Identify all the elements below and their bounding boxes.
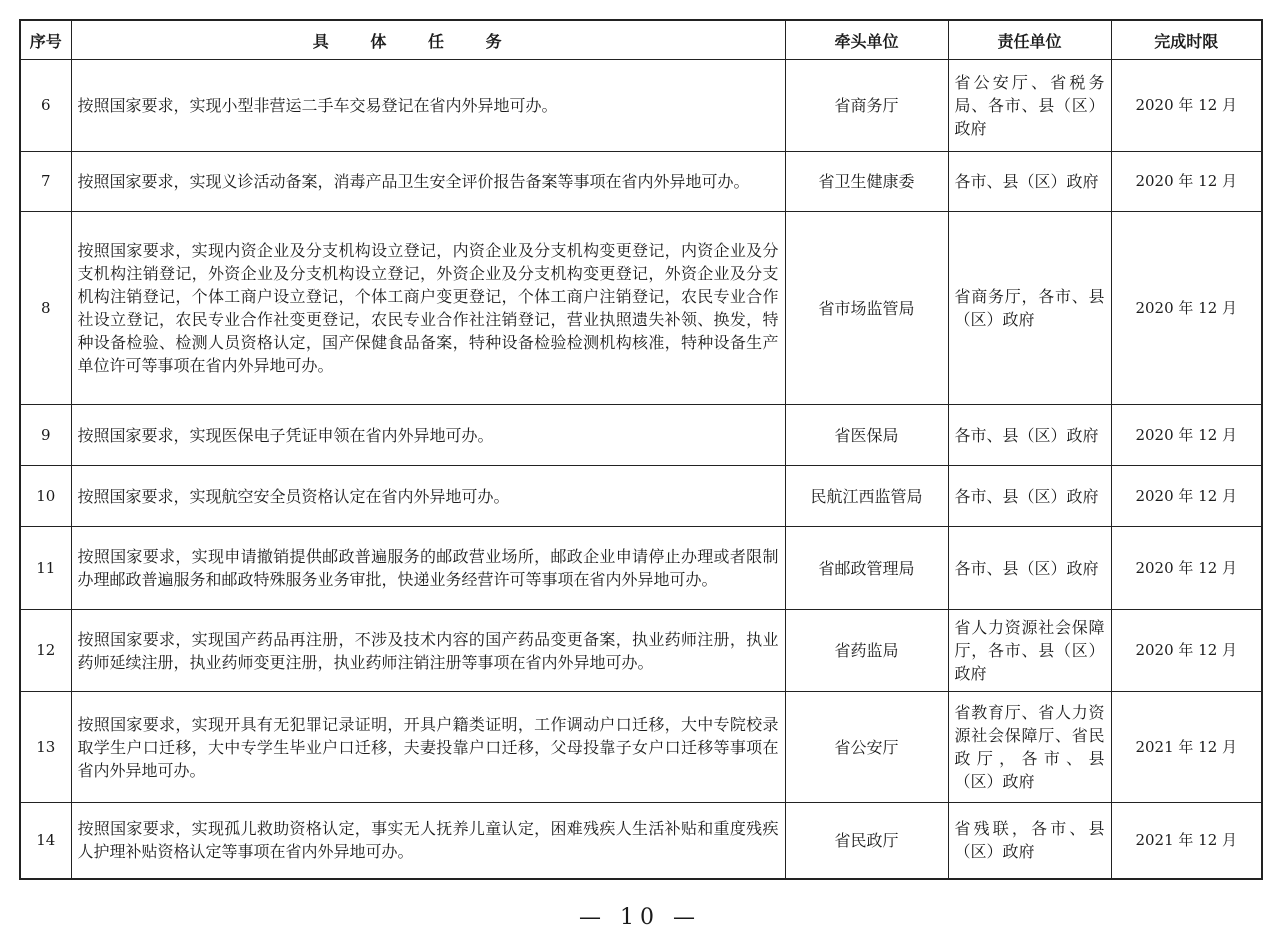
task-text: 按照国家要求，实现国产药品再注册，不涉及技术内容的国产药品变更备案，执业药师注册，执业药师延续注册，执业药师变更注册，执业药师注销注册等事项在省内外异地可办。 [71, 610, 785, 692]
table-row [20, 466, 1262, 527]
deadline: 2020 年 12 月 [1111, 610, 1262, 692]
task-text: 按照国家要求，实现内资企业及分支机构设立登记，内资企业及分支机构变更登记，内资企业及分支机构注销登记，外资企业及分支机构设立登记，外资企业及分支机构变更登记，外资企业及分支机构注销登记，个体工商户设立登记，个体工商户变更登记，个体工商户注销登记，农民专业合作社设立登记，农民专业合作社变更登记，农民专业合作社注销登记，营业执照遗失补领、换发，特种设备检验、检测人员资格认定，国产保健食品备案，特种设备检验检测机构核准，特种设备生产单位许可等事项在省内外异地可办。 [71, 212, 785, 405]
table-row [20, 692, 1262, 803]
deadline: 2020 年 12 月 [1111, 405, 1262, 466]
responsible-unit: 各市、县（区）政府 [948, 152, 1111, 212]
deadline: 2020 年 12 月 [1111, 60, 1262, 152]
task-text: 按照国家要求，实现医保电子凭证申领在省内外异地可办。 [71, 405, 785, 466]
deadline: 2020 年 12 月 [1111, 527, 1262, 610]
header-responsible-unit: 责任单位 [948, 20, 1111, 60]
page-number: — 10 — [579, 905, 701, 930]
lead-unit: 省药监局 [785, 610, 948, 692]
responsible-unit: 省商务厅，各市、县（区）政府 [948, 212, 1111, 405]
header-deadline: 完成时限 [1111, 20, 1262, 60]
table-row [20, 60, 1262, 152]
header-no: 序号 [20, 20, 71, 60]
task-text: 按照国家要求，实现开具有无犯罪记录证明，开具户籍类证明，工作调动户口迁移，大中专院校录取学生户口迁移，大中专学生毕业户口迁移，夫妻投靠户口迁移，父母投靠子女户口迁移等事项在省内外异地可办。 [71, 692, 785, 803]
table-row [20, 803, 1262, 879]
row-number: 6 [20, 60, 71, 152]
table-row [20, 152, 1262, 212]
table-row [20, 212, 1262, 405]
task-text: 按照国家要求，实现小型非营运二手车交易登记在省内外异地可办。 [71, 60, 785, 152]
lead-unit: 民航江西监管局 [785, 466, 948, 527]
deadline: 2021 年 12 月 [1111, 692, 1262, 803]
task-text: 按照国家要求，实现申请撤销提供邮政普遍服务的邮政营业场所，邮政企业申请停止办理或者限制办理邮政普遍服务和邮政特殊服务业务审批，快递业务经营许可等事项在省内外异地可办。 [71, 527, 785, 610]
row-number: 11 [20, 527, 71, 610]
task-text: 按照国家要求，实现孤儿救助资格认定，事实无人抚养儿童认定，困难残疾人生活补贴和重度残疾人护理补贴资格认定等事项在省内外异地可办。 [71, 803, 785, 879]
row-number: 8 [20, 212, 71, 405]
row-number: 10 [20, 466, 71, 527]
task-text: 按照国家要求，实现航空安全员资格认定在省内外异地可办。 [71, 466, 785, 527]
lead-unit: 省医保局 [785, 405, 948, 466]
table-row [20, 610, 1262, 692]
lead-unit: 省卫生健康委 [785, 152, 948, 212]
table-row [20, 527, 1262, 610]
deadline: 2020 年 12 月 [1111, 152, 1262, 212]
responsible-unit: 省公安厅、省税务局、各市、县（区）政府 [948, 60, 1111, 152]
responsible-unit: 各市、县（区）政府 [948, 466, 1111, 527]
lead-unit: 省民政厅 [785, 803, 948, 879]
deadline: 2021 年 12 月 [1111, 803, 1262, 879]
table-row [20, 405, 1262, 466]
responsible-unit: 省教育厅、省人力资源社会保障厅、省民政厅，各市、县（区）政府 [948, 692, 1111, 803]
task-text: 按照国家要求，实现义诊活动备案，消毒产品卫生安全评价报告备案等事项在省内外异地可办。 [71, 152, 785, 212]
responsible-unit: 各市、县（区）政府 [948, 527, 1111, 610]
header-lead-unit: 牵头单位 [785, 20, 948, 60]
header-task: 具体任务 [71, 20, 785, 60]
row-number: 7 [20, 152, 71, 212]
deadline: 2020 年 12 月 [1111, 212, 1262, 405]
lead-unit: 省市场监管局 [785, 212, 948, 405]
lead-unit: 省公安厅 [785, 692, 948, 803]
table-header-row [20, 20, 1262, 60]
task-table [19, 19, 1263, 880]
responsible-unit: 省人力资源社会保障厅，各市、县（区）政府 [948, 610, 1111, 692]
row-number: 14 [20, 803, 71, 879]
row-number: 13 [20, 692, 71, 803]
responsible-unit: 各市、县（区）政府 [948, 405, 1111, 466]
row-number: 9 [20, 405, 71, 466]
responsible-unit: 省残联，各市、县（区）政府 [948, 803, 1111, 879]
deadline: 2020 年 12 月 [1111, 466, 1262, 527]
lead-unit: 省商务厅 [785, 60, 948, 152]
row-number: 12 [20, 610, 71, 692]
lead-unit: 省邮政管理局 [785, 527, 948, 610]
